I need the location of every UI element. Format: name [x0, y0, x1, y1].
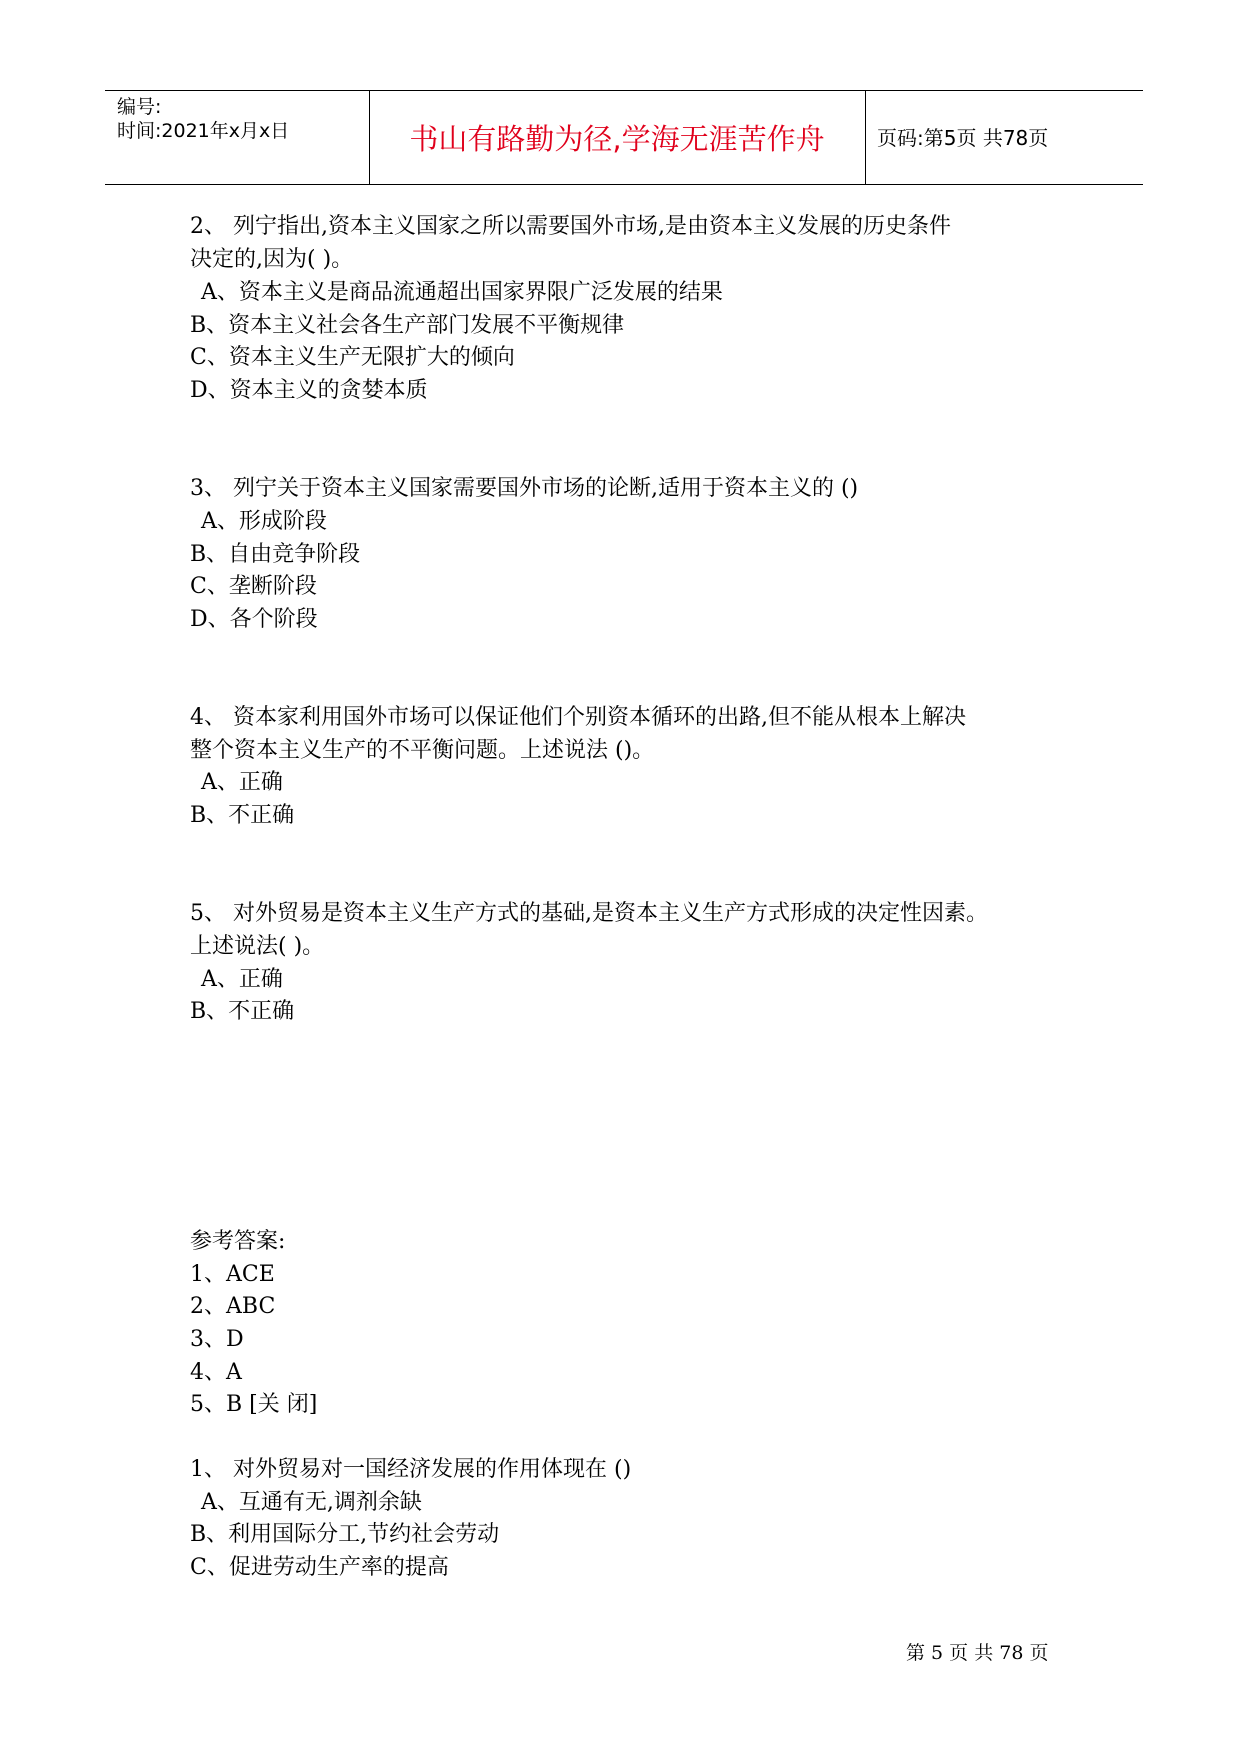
- next-question-option-b: B、利用国际分工,节约社会劳动: [190, 1522, 500, 1547]
- question-2-option-c: C、资本主义生产无限扩大的倾向: [190, 345, 515, 370]
- question-2-line-2: 决定的,因为( )。: [190, 247, 354, 272]
- header-page-cell: [865, 91, 1143, 184]
- question-3-option-c: C、垄断阶段: [190, 574, 317, 599]
- question-4-option-a: A、正确: [201, 770, 283, 795]
- answer-item: 3、D: [190, 1327, 244, 1352]
- question-3-option-d: D、各个阶段: [190, 607, 318, 632]
- next-question-option-a: A、互通有无,调剂余缺: [201, 1490, 422, 1515]
- question-4-line-2: 整个资本主义生产的不平衡问题。上述说法 ()。: [190, 738, 655, 763]
- code-label: 编号:: [117, 96, 162, 118]
- page-footer: 第 5 页 共 78 页: [906, 1642, 1049, 1664]
- question-4-line-1: 4、 资本家利用国外市场可以保证他们个别资本循环的出路,但不能从根本上解决: [190, 705, 966, 730]
- question-4-option-b: B、不正确: [190, 803, 295, 828]
- header-motto-cell: [369, 91, 866, 184]
- motto: 书山有路勤为径,学海无涯苦作舟: [409, 122, 825, 156]
- next-question-option-c: C、促进劳动生产率的提高: [190, 1555, 449, 1580]
- answer-item-with-close: 5、B [关 闭]: [190, 1392, 318, 1417]
- question-3-option-b: B、自由竞争阶段: [190, 542, 361, 567]
- next-question-line-1: 1、 对外贸易对一国经济发展的作用体现在 (): [190, 1457, 632, 1482]
- page-header: [105, 90, 1143, 185]
- question-2-option-d: D、资本主义的贪婪本质: [190, 378, 428, 403]
- answer-item: 1、ACE: [190, 1262, 275, 1287]
- question-5-line-2: 上述说法( )。: [190, 934, 325, 959]
- question-5-option-a: A、正确: [201, 967, 283, 992]
- question-2-line-1: 2、 列宁指出,资本主义国家之所以需要国外市场,是由资本主义发展的历史条件: [190, 214, 951, 239]
- question-5-option-b: B、不正确: [190, 999, 295, 1024]
- answers-title: 参考答案:: [190, 1229, 286, 1254]
- question-5-line-1: 5、 对外贸易是资本主义生产方式的基础,是资本主义生产方式形成的决定性因素。: [190, 901, 988, 926]
- question-3-option-a: A、形成阶段: [201, 509, 327, 534]
- answer-item: 4、A: [190, 1360, 242, 1385]
- question-2-option-a: A、资本主义是商品流通超出国家界限广泛发展的结果: [201, 280, 723, 305]
- question-3-line-1: 3、 列宁关于资本主义国家需要国外市场的论断,适用于资本主义的 (): [190, 476, 859, 501]
- time-label: 时间:2021年x月x日: [117, 120, 290, 142]
- page-info: 页码:第5页 共78页: [877, 126, 1049, 150]
- header-left-cell: [105, 91, 370, 184]
- answer-item: 2、ABC: [190, 1294, 276, 1319]
- question-2-option-b: B、资本主义社会各生产部门发展不平衡规律: [190, 313, 625, 338]
